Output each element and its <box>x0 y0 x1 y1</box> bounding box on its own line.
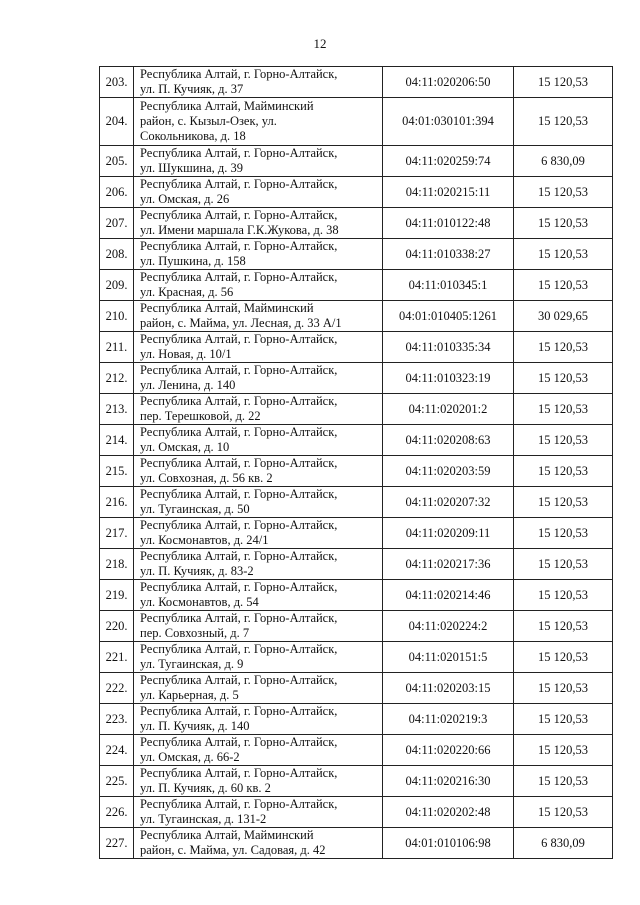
row-address-text: Республика Алтай, г. Горно-Алтайск, ул. Новая, д. 10/1 <box>140 332 338 361</box>
row-cadastral-number-text: 04:11:020220:66 <box>405 742 491 757</box>
row-value-text: 15 120,53 <box>538 246 588 261</box>
row-cadastral-number-text: 04:11:020208:63 <box>405 432 491 447</box>
row-address <box>134 177 383 208</box>
row-address-text: Республика Алтай, г. Горно-Алтайск, ул. Красная, д. 56 <box>140 270 338 299</box>
row-address <box>134 611 383 642</box>
row-value-text: 15 120,53 <box>538 401 588 416</box>
row-value-text: 15 120,53 <box>538 370 588 385</box>
row-cadastral-number-text: 04:01:010405:1261 <box>399 308 497 323</box>
row-address-text: Республика Алтай, г. Горно-Алтайск, ул. Шукшина, д. 39 <box>140 146 338 175</box>
row-cadastral-number <box>383 766 514 797</box>
row-address-text: Республика Алтай, г. Горно-Алтайск, ул. П. Кучияк, д. 83-2 <box>140 549 338 578</box>
row-number-text: 216. <box>105 494 128 509</box>
row-cadastral-number <box>383 208 514 239</box>
row-number-text: 220. <box>105 618 128 633</box>
row-number <box>100 487 134 518</box>
row-value <box>514 487 613 518</box>
row-value <box>514 549 613 580</box>
table-row <box>100 642 613 673</box>
row-address <box>134 549 383 580</box>
row-cadastral-number <box>383 363 514 394</box>
row-address <box>134 208 383 239</box>
row-address-text: Республика Алтай, г. Горно-Алтайск, ул. Тугаинская, д. 9 <box>140 642 338 671</box>
table-row <box>100 704 613 735</box>
row-cadastral-number-text: 04:11:020209:11 <box>405 525 491 540</box>
row-number <box>100 363 134 394</box>
row-cadastral-number-text: 04:11:010338:27 <box>405 246 491 261</box>
row-value <box>514 673 613 704</box>
table-row <box>100 208 613 239</box>
row-value-text: 15 120,53 <box>538 680 588 695</box>
row-number-text: 205. <box>105 153 128 168</box>
row-cadastral-number-text: 04:01:010106:98 <box>405 835 491 850</box>
row-value <box>514 580 613 611</box>
row-address-text: Республика Алтай, г. Горно-Алтайск, ул. П. Кучияк, д. 60 кв. 2 <box>140 766 338 795</box>
row-number-text: 217. <box>105 525 128 540</box>
row-address <box>134 828 383 859</box>
row-number-text: 213. <box>105 401 128 416</box>
row-cadastral-number <box>383 642 514 673</box>
row-address <box>134 487 383 518</box>
row-address <box>134 332 383 363</box>
row-cadastral-number <box>383 797 514 828</box>
row-number-text: 207. <box>105 215 128 230</box>
row-number-text: 211. <box>105 339 128 354</box>
row-cadastral-number <box>383 239 514 270</box>
row-value-text: 6 830,09 <box>541 835 585 850</box>
row-cadastral-number <box>383 332 514 363</box>
row-address <box>134 98 383 146</box>
row-address-text: Республика Алтай, г. Горно-Алтайск, ул. Совхозная, д. 56 кв. 2 <box>140 456 338 485</box>
row-number-text: 215. <box>105 463 128 478</box>
row-value-text: 15 120,53 <box>538 277 588 292</box>
row-address <box>134 580 383 611</box>
table-row <box>100 735 613 766</box>
row-number <box>100 270 134 301</box>
table-row <box>100 611 613 642</box>
row-value-text: 15 120,53 <box>538 711 588 726</box>
row-cadastral-number-text: 04:11:020207:32 <box>405 494 491 509</box>
row-value <box>514 363 613 394</box>
row-value <box>514 394 613 425</box>
row-value <box>514 98 613 146</box>
row-cadastral-number <box>383 828 514 859</box>
row-cadastral-number <box>383 425 514 456</box>
row-value-text: 15 120,53 <box>538 587 588 602</box>
row-number-text: 203. <box>105 74 128 89</box>
row-address-text: Республика Алтай, г. Горно-Алтайск, ул. Имени маршала Г.К.Жукова, д. 38 <box>140 208 339 237</box>
row-number-text: 209. <box>105 277 128 292</box>
table-row <box>100 394 613 425</box>
row-number-text: 212. <box>105 370 128 385</box>
row-cadastral-number-text: 04:11:020203:15 <box>405 680 491 695</box>
row-cadastral-number-text: 04:11:010323:19 <box>405 370 491 385</box>
row-number-text: 206. <box>105 184 128 199</box>
row-address <box>134 456 383 487</box>
row-number <box>100 611 134 642</box>
row-cadastral-number <box>383 735 514 766</box>
row-value-text: 15 120,53 <box>538 804 588 819</box>
table-row <box>100 363 613 394</box>
table-row <box>100 98 613 146</box>
row-value <box>514 518 613 549</box>
row-value <box>514 611 613 642</box>
row-value <box>514 642 613 673</box>
row-value <box>514 735 613 766</box>
row-address-text: Республика Алтай, г. Горно-Алтайск, ул. Омская, д. 26 <box>140 177 338 206</box>
row-number-text: 223. <box>105 711 128 726</box>
row-address-text: Республика Алтай, г. Горно-Алтайск, ул. П. Кучияк, д. 140 <box>140 704 338 733</box>
row-address <box>134 270 383 301</box>
row-cadastral-number <box>383 98 514 146</box>
row-number <box>100 766 134 797</box>
row-address <box>134 67 383 98</box>
table-row <box>100 425 613 456</box>
row-address-text: Республика Алтай, Майминский район, с. Кызыл-Озек, ул. Сокольникова, д. 18 <box>140 99 314 143</box>
row-number <box>100 208 134 239</box>
row-value-text: 15 120,53 <box>538 525 588 540</box>
row-value-text: 30 029,65 <box>538 308 588 323</box>
row-address <box>134 673 383 704</box>
row-cadastral-number <box>383 673 514 704</box>
row-cadastral-number-text: 04:11:010345:1 <box>408 277 488 292</box>
row-cadastral-number <box>383 518 514 549</box>
row-cadastral-number-text: 04:11:020202:48 <box>405 804 491 819</box>
row-number-text: 225. <box>105 773 128 788</box>
row-value <box>514 704 613 735</box>
row-cadastral-number <box>383 487 514 518</box>
row-cadastral-number <box>383 146 514 177</box>
row-number-text: 204. <box>105 114 128 128</box>
row-value <box>514 146 613 177</box>
row-value <box>514 208 613 239</box>
table-row <box>100 301 613 332</box>
row-number <box>100 797 134 828</box>
row-number <box>100 735 134 766</box>
row-cadastral-number <box>383 270 514 301</box>
row-address-text: Республика Алтай, г. Горно-Алтайск, ул. Ленина, д. 140 <box>140 363 338 392</box>
row-number-text: 227. <box>105 835 128 850</box>
row-address <box>134 735 383 766</box>
row-cadastral-number-text: 04:11:020206:50 <box>405 74 491 89</box>
row-number-text: 214. <box>105 432 128 447</box>
row-cadastral-number <box>383 580 514 611</box>
row-address <box>134 704 383 735</box>
row-number <box>100 642 134 673</box>
row-value <box>514 456 613 487</box>
row-value-text: 6 830,09 <box>541 153 585 168</box>
row-value-text: 15 120,53 <box>538 618 588 633</box>
row-address-text: Республика Алтай, г. Горно-Алтайск, ул. Омская, д. 10 <box>140 425 338 454</box>
row-value <box>514 177 613 208</box>
row-number <box>100 673 134 704</box>
row-number <box>100 177 134 208</box>
row-number-text: 224. <box>105 742 128 757</box>
table-row <box>100 456 613 487</box>
table-row <box>100 518 613 549</box>
row-address-text: Республика Алтай, г. Горно-Алтайск, пер. Совхозный, д. 7 <box>140 611 338 640</box>
row-number-text: 218. <box>105 556 128 571</box>
row-number <box>100 239 134 270</box>
row-value-text: 15 120,53 <box>538 649 588 664</box>
row-number-text: 210. <box>105 308 128 323</box>
row-address-text: Республика Алтай, г. Горно-Алтайск, пер. Терешковой, д. 22 <box>140 394 338 423</box>
row-value-text: 15 120,53 <box>538 556 588 571</box>
row-number-text: 226. <box>105 804 128 819</box>
row-number-text: 208. <box>105 246 128 261</box>
row-number <box>100 580 134 611</box>
row-value <box>514 425 613 456</box>
row-address-text: Республика Алтай, г. Горно-Алтайск, ул. Омская, д. 66-2 <box>140 735 338 764</box>
row-cadastral-number <box>383 456 514 487</box>
table-row <box>100 673 613 704</box>
row-value-text: 15 120,53 <box>538 463 588 478</box>
row-number-text: 222. <box>105 680 128 695</box>
row-cadastral-number <box>383 611 514 642</box>
row-address <box>134 394 383 425</box>
row-address <box>134 797 383 828</box>
row-address <box>134 766 383 797</box>
row-cadastral-number-text: 04:11:020216:30 <box>405 773 491 788</box>
row-value-text: 15 120,53 <box>538 432 588 447</box>
row-number-text: 221. <box>105 649 128 664</box>
row-number <box>100 549 134 580</box>
row-value <box>514 67 613 98</box>
row-address-text: Республика Алтай, Майминский район, с. Майма, ул. Садовая, д. 42 <box>140 828 326 857</box>
row-cadastral-number-text: 04:11:010335:34 <box>405 339 491 354</box>
row-value <box>514 797 613 828</box>
row-cadastral-number-text: 04:11:020203:59 <box>405 463 491 478</box>
row-value <box>514 270 613 301</box>
row-value-text: 15 120,53 <box>538 494 588 509</box>
row-address-text: Республика Алтай, г. Горно-Алтайск, ул. Космонавтов, д. 24/1 <box>140 518 338 547</box>
row-address <box>134 301 383 332</box>
row-cadastral-number-text: 04:11:020151:5 <box>408 649 488 664</box>
row-address-text: Республика Алтай, г. Горно-Алтайск, ул. Карьерная, д. 5 <box>140 673 338 702</box>
row-address <box>134 146 383 177</box>
row-address-text: Республика Алтай, г. Горно-Алтайск, ул. Пушкина, д. 158 <box>140 239 338 268</box>
row-cadastral-number-text: 04:11:020201:2 <box>408 401 488 416</box>
row-value-text: 15 120,53 <box>538 773 588 788</box>
row-cadastral-number-text: 04:11:020219:3 <box>408 711 488 726</box>
row-cadastral-number-text: 04:11:020214:46 <box>405 587 491 602</box>
row-value-text: 15 120,53 <box>538 339 588 354</box>
table-row <box>100 549 613 580</box>
row-cadastral-number <box>383 549 514 580</box>
row-address-text: Республика Алтай, г. Горно-Алтайск, ул. П. Кучияк, д. 37 <box>140 67 338 96</box>
row-cadastral-number-text: 04:01:030101:394 <box>402 114 494 128</box>
row-cadastral-number-text: 04:11:020259:74 <box>405 153 491 168</box>
row-cadastral-number-text: 04:11:020215:11 <box>405 184 491 199</box>
table-row <box>100 580 613 611</box>
row-number <box>100 828 134 859</box>
row-cadastral-number <box>383 301 514 332</box>
table-row <box>100 828 613 859</box>
row-cadastral-number-text: 04:11:020224:2 <box>408 618 488 633</box>
row-number <box>100 394 134 425</box>
row-address-text: Республика Алтай, г. Горно-Алтайск, ул. Космонавтов, д. 54 <box>140 580 338 609</box>
row-number <box>100 518 134 549</box>
table-row <box>100 177 613 208</box>
row-number <box>100 456 134 487</box>
row-number <box>100 425 134 456</box>
row-address-text: Республика Алтай, Майминский район, с. Майма, ул. Лесная, д. 33 А/1 <box>140 301 342 330</box>
row-value-text: 15 120,53 <box>538 742 588 757</box>
row-value <box>514 239 613 270</box>
row-cadastral-number-text: 04:11:010122:48 <box>405 215 491 230</box>
row-number <box>100 704 134 735</box>
row-value-text: 15 120,53 <box>538 114 588 128</box>
table-row <box>100 270 613 301</box>
table-row <box>100 487 613 518</box>
row-number-text: 219. <box>105 587 128 602</box>
row-number <box>100 67 134 98</box>
row-cadastral-number <box>383 394 514 425</box>
row-value-text: 15 120,53 <box>538 184 588 199</box>
row-address <box>134 363 383 394</box>
table-row <box>100 239 613 270</box>
row-cadastral-number <box>383 67 514 98</box>
row-address <box>134 425 383 456</box>
row-address-text: Республика Алтай, г. Горно-Алтайск, ул. Тугаинская, д. 131-2 <box>140 797 338 826</box>
row-number <box>100 146 134 177</box>
row-address <box>134 239 383 270</box>
row-number <box>100 332 134 363</box>
row-cadastral-number-text: 04:11:020217:36 <box>405 556 491 571</box>
row-value-text: 15 120,53 <box>538 74 588 89</box>
row-address <box>134 642 383 673</box>
row-number <box>100 98 134 146</box>
table-row <box>100 146 613 177</box>
row-cadastral-number <box>383 177 514 208</box>
table-row <box>100 797 613 828</box>
row-value-text: 15 120,53 <box>538 215 588 230</box>
row-number <box>100 301 134 332</box>
row-value <box>514 766 613 797</box>
property-table <box>99 66 613 859</box>
page-number: 12 <box>313 36 327 51</box>
row-address <box>134 518 383 549</box>
row-address-text: Республика Алтай, г. Горно-Алтайск, ул. Тугаинская, д. 50 <box>140 487 338 516</box>
row-value <box>514 332 613 363</box>
row-value <box>514 301 613 332</box>
table-row <box>100 766 613 797</box>
row-cadastral-number <box>383 704 514 735</box>
table-row <box>100 332 613 363</box>
table-row <box>100 67 613 98</box>
row-value <box>514 828 613 859</box>
